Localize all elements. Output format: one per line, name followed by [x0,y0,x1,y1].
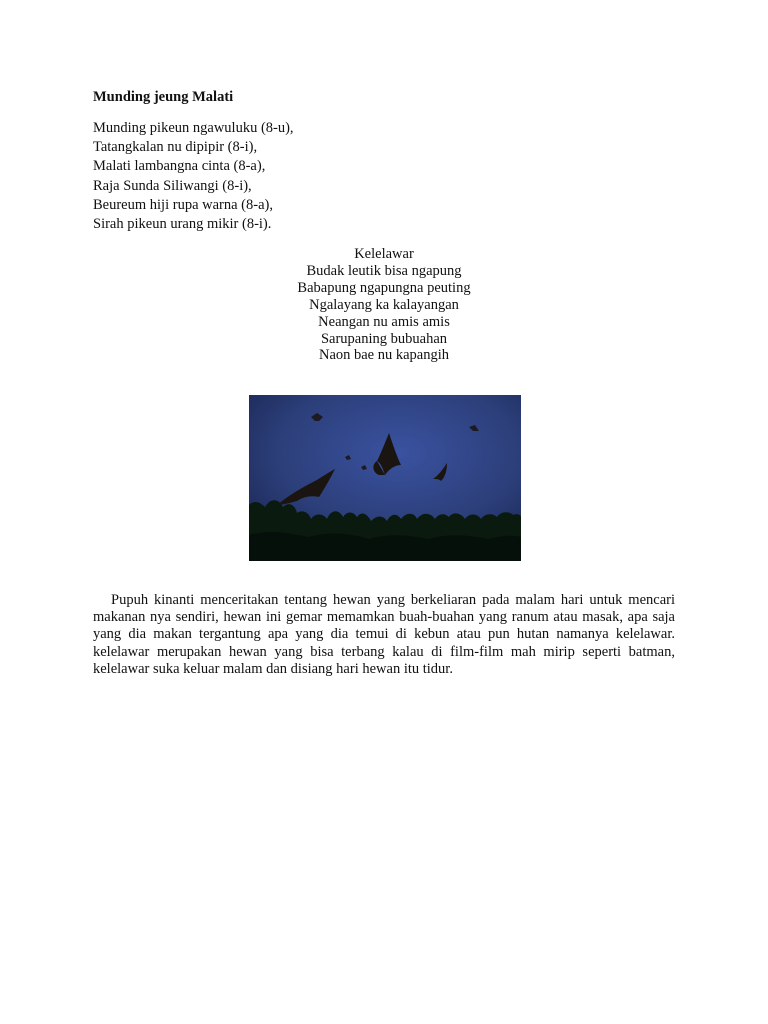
poem-line: Naon bae nu kapangih [318,347,450,364]
poem-line: Tatangkalan nu dipipir (8-i), [93,139,258,156]
bats-night-photo [249,395,521,561]
poem-line: Malati lambangna cinta (8-a), [93,158,266,175]
poem-heading: Kelelawar [354,246,414,262]
poem-kelelawar [200,246,568,364]
poem-line: Ngalayang ka kalayangan [309,296,459,313]
page-title: Munding jeung Malati [93,89,234,105]
poem-line: Munding pikeun ngawuluku (8-u), [93,120,294,136]
poem-line: Beureum hiji rupa warna (8-a), [93,196,273,213]
description-paragraph: Pupuh kinanti menceritakan tentang hewan yang berkeliaran pada malam hari untuk mencari makanan nya sendiri, hewan ini gemar memamkan buah-buahan yang ranum atau masak, apa saja yang dia makan tergantung apa yang dia temui di kebun atau pun hutan namanya kelelawar. kelelawar merupakan hewan yang bisa terbang kalau di film-film mah mirip seperti batman, kelelawar suka keluar malam dan disiang hari hewan itu tidur. [93,592,675,677]
poem-line: Sirah pikeun urang mikir (8-i). [93,216,272,233]
poem-line: Raja Sunda Siliwangi (8-i), [93,177,252,194]
poem-line: Sarupaning bubuahan [320,330,448,347]
bats-illustration [249,395,521,561]
poem-line: Budak leutik bisa ngapung [306,262,462,279]
poem-munding-jeung-malati [93,119,294,234]
poem-line: Babapung ngapungna peuting [297,279,471,296]
poem-line: Neangan nu amis amis [318,313,450,330]
